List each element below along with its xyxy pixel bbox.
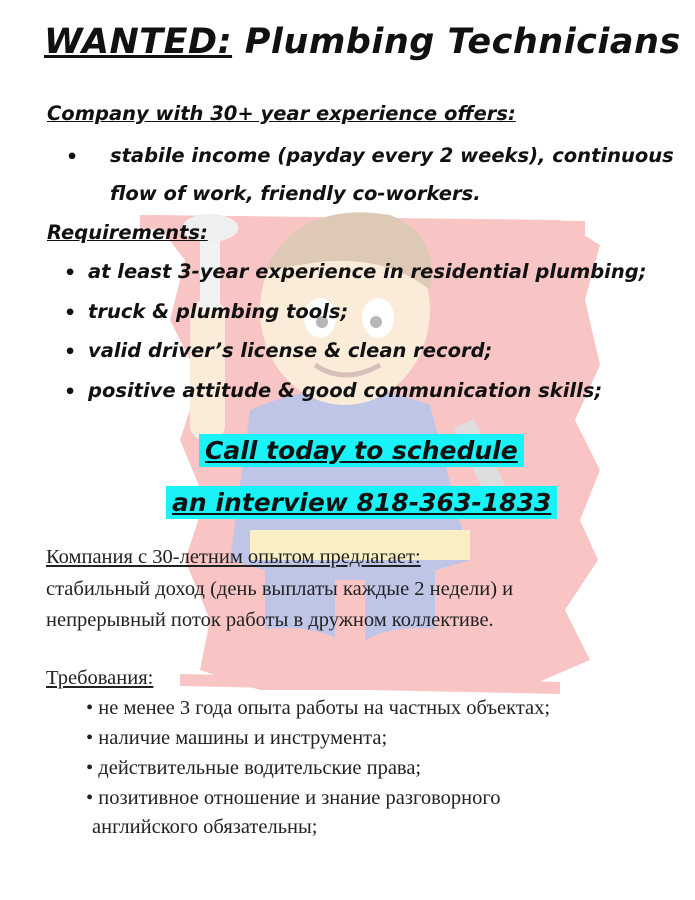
- offers-line-2: flow of work, friendly co-workers.: [110, 182, 481, 205]
- requirement-item: positive attitude & good communication skills;: [88, 379, 603, 402]
- bullet-icon: •: [64, 381, 77, 403]
- ru-offers-line-2: непрерывный поток работы в дружном коллективе.: [46, 609, 494, 631]
- cta-line-1: Call today to schedule: [199, 434, 524, 467]
- ru-requirement-item: • позитивное отношение и знание разговорного: [86, 787, 501, 809]
- ru-requirement-item: • наличие машины и инструмента;: [86, 727, 388, 749]
- ru-requirement-item-continued: английского обязательны;: [92, 816, 318, 838]
- ru-requirement-item: • не менее 3 года опыта работы на частных объектах;: [86, 697, 551, 719]
- ru-requirements-heading: Требования:: [46, 667, 154, 689]
- offers-line-1: stabile income (payday every 2 weeks), continuous: [110, 144, 674, 167]
- page-title: [44, 22, 681, 62]
- ru-offers-line-1: стабильный доход (день выплаты каждые 2 недели) и: [46, 578, 514, 600]
- title-role: Plumbing Technicians: [244, 22, 681, 62]
- requirement-item: at least 3-year experience in residential plumbing;: [88, 260, 647, 283]
- bullet-icon: •: [66, 146, 79, 168]
- offers-heading: Company with 30+ year experience offers:: [47, 102, 516, 125]
- cta-phone-line: an interview 818-363-1833: [166, 486, 557, 519]
- title-wanted: WANTED:: [44, 22, 233, 62]
- bullet-icon: •: [64, 341, 77, 363]
- ru-requirement-item: • действительные водительские права;: [86, 757, 422, 779]
- bullet-icon: •: [64, 262, 77, 284]
- bullet-icon: •: [64, 302, 77, 324]
- requirements-heading: Requirements:: [47, 221, 208, 244]
- requirement-item: valid driver’s license & clean record;: [88, 339, 493, 362]
- requirement-item: truck & plumbing tools;: [88, 300, 349, 323]
- ru-offers-heading: Компания с 30-летним опытом предлагает:: [46, 546, 421, 568]
